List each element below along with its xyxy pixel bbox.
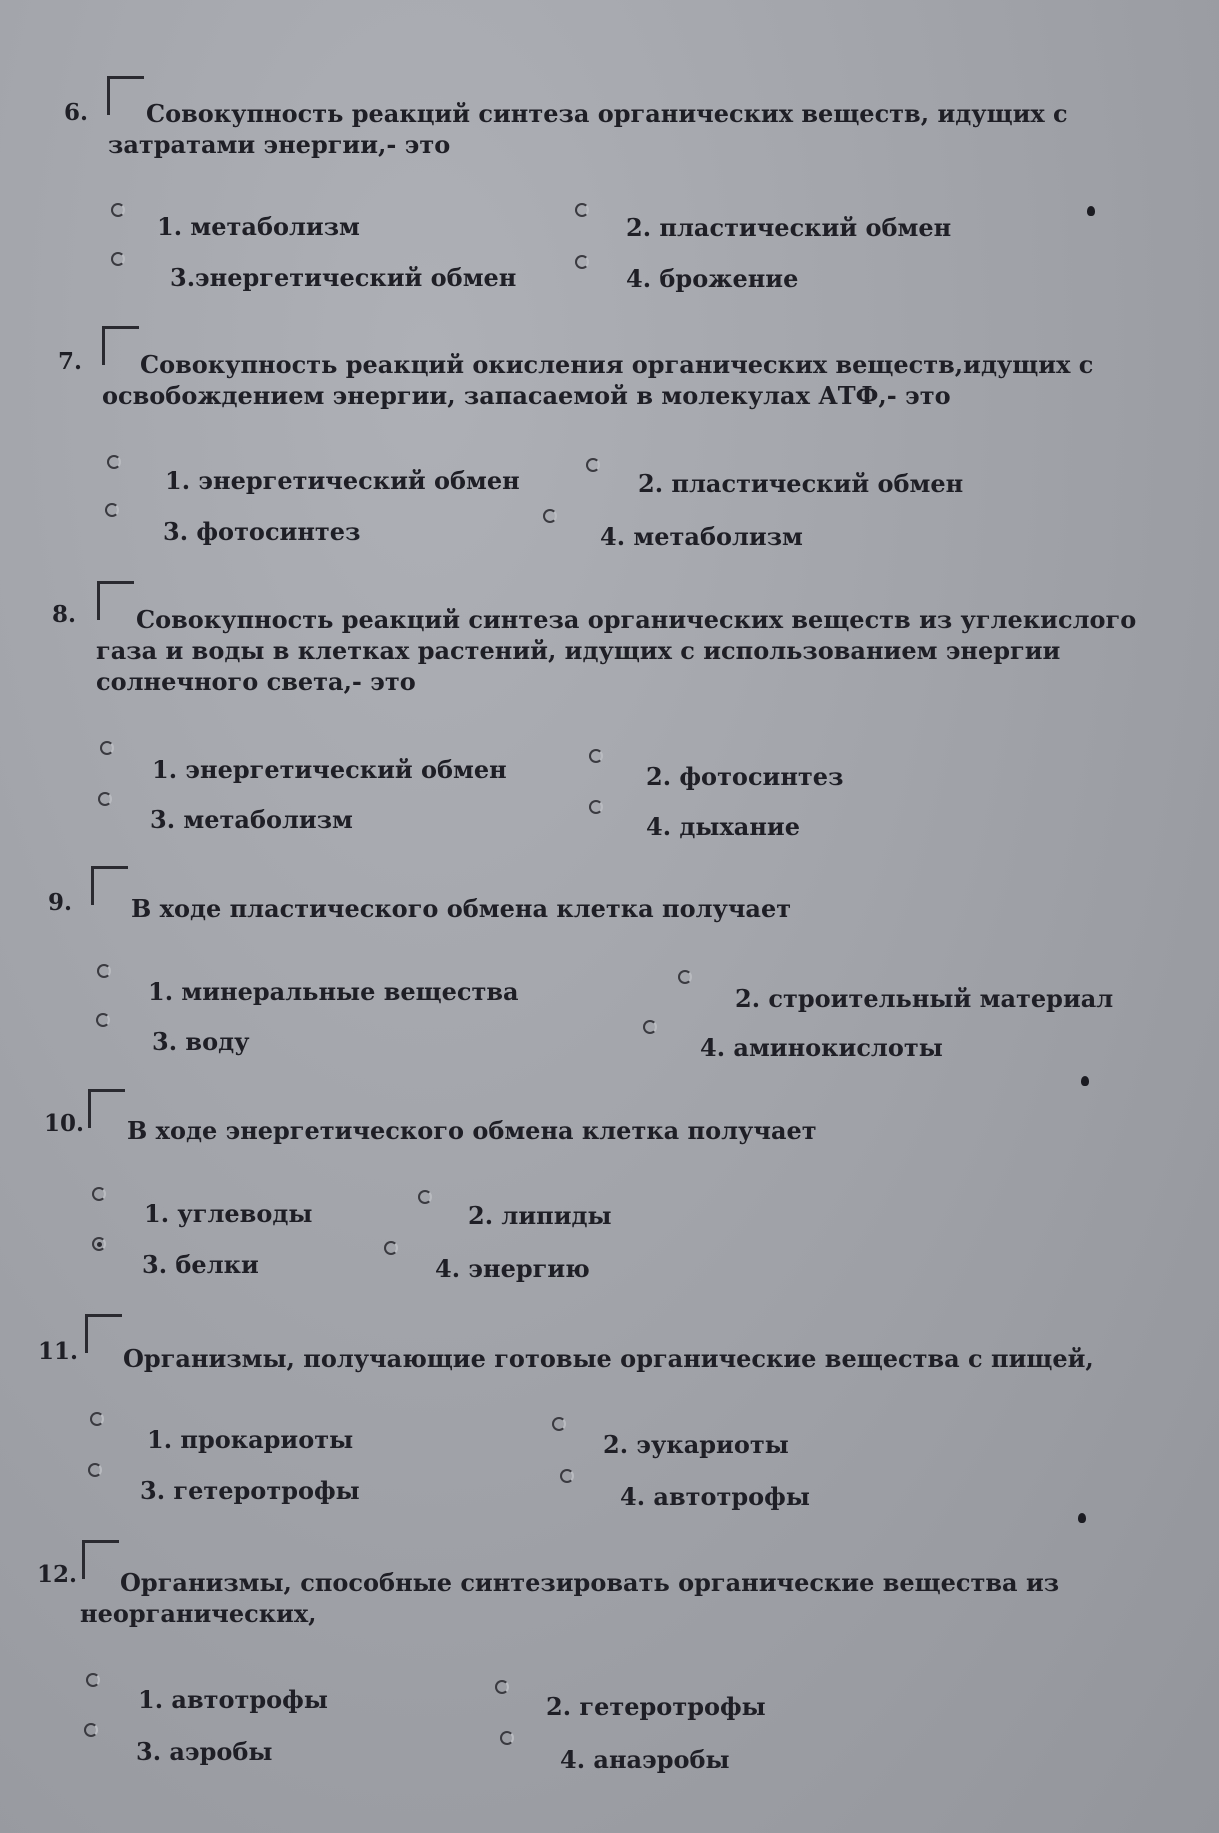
option-label-2: 2. фотосинтез xyxy=(646,762,844,791)
question-text: Совокупность реакций окисления органических веществ,идущих с освобождением энергии, запасаемой в молекулах АТФ,- это xyxy=(102,350,1094,410)
option-radio-3[interactable] xyxy=(92,1237,106,1251)
option-label-4: 4. энергию xyxy=(435,1254,590,1283)
question-checkbox[interactable] xyxy=(88,1089,125,1128)
option-label-3: 3.энергетический обмен xyxy=(170,263,517,292)
option-radio-3[interactable] xyxy=(105,503,119,517)
question-checkbox[interactable] xyxy=(85,1314,122,1353)
option-label-2: 2. эукариоты xyxy=(603,1430,789,1459)
option-radio-1[interactable] xyxy=(90,1412,104,1426)
option-radio-2[interactable] xyxy=(575,203,589,217)
question-text: Совокупность реакций синтеза органических веществ из углекислого газа и воды в клетках растений, идущих с использованием энергии солнечного света,- это xyxy=(96,605,1137,696)
option-label-1: 1. минеральные вещества xyxy=(148,977,519,1006)
option-radio-4[interactable] xyxy=(543,509,557,523)
ink-spot xyxy=(1087,206,1095,216)
option-radio-3[interactable] xyxy=(98,792,112,806)
option-radio-1[interactable] xyxy=(92,1187,106,1201)
option-label-4: 4. дыхание xyxy=(646,812,800,841)
option-radio-2[interactable] xyxy=(552,1417,566,1431)
option-label-1: 1. автотрофы xyxy=(138,1685,328,1714)
option-label-3: 3. фотосинтез xyxy=(163,517,361,546)
ink-spot xyxy=(1081,1076,1089,1086)
option-radio-4[interactable] xyxy=(643,1020,657,1034)
question-text: Совокупность реакций синтеза органических веществ, идущих с затратами энергии,- это xyxy=(108,99,1068,159)
option-label-1: 1. метаболизм xyxy=(157,212,360,241)
question-text: Организмы, способные синтезировать органические вещества из неорганических, xyxy=(80,1568,1060,1628)
option-radio-1[interactable] xyxy=(86,1673,100,1687)
question-number: 7. xyxy=(58,348,83,375)
option-radio-1[interactable] xyxy=(100,741,114,755)
option-label-1: 1. энергетический обмен xyxy=(152,755,507,784)
option-label-4: 4. метаболизм xyxy=(600,522,803,551)
option-label-3: 3. белки xyxy=(142,1250,259,1279)
option-radio-3[interactable] xyxy=(96,1013,110,1027)
question-checkbox[interactable] xyxy=(91,866,128,905)
option-label-4: 4. аминокислоты xyxy=(700,1033,943,1062)
option-label-1: 1. углеводы xyxy=(144,1199,313,1228)
option-label-1: 1. прокариоты xyxy=(147,1425,354,1454)
option-radio-2[interactable] xyxy=(586,458,600,472)
option-radio-3[interactable] xyxy=(111,252,125,266)
option-label-2: 2. пластический обмен xyxy=(626,213,952,242)
question-number: 9. xyxy=(48,889,73,916)
option-label-3: 3. аэробы xyxy=(136,1737,273,1766)
option-radio-1[interactable] xyxy=(107,455,121,469)
option-radio-4[interactable] xyxy=(560,1469,574,1483)
option-radio-2[interactable] xyxy=(495,1680,509,1694)
question-number: 10. xyxy=(44,1110,85,1137)
option-label-2: 2. пластический обмен xyxy=(638,469,964,498)
option-label-2: 2. строительный материал xyxy=(735,984,1114,1013)
option-label-3: 3. метаболизм xyxy=(150,805,353,834)
option-label-3: 3. гетеротрофы xyxy=(140,1476,360,1505)
option-label-4: 4. автотрофы xyxy=(620,1482,810,1511)
option-radio-4[interactable] xyxy=(384,1241,398,1255)
option-radio-2[interactable] xyxy=(678,970,692,984)
option-label-4: 4. анаэробы xyxy=(560,1745,730,1774)
option-radio-3[interactable] xyxy=(84,1723,98,1737)
question-number: 12. xyxy=(37,1561,78,1588)
option-label-1: 1. энергетический обмен xyxy=(165,466,520,495)
option-radio-2[interactable] xyxy=(589,749,603,763)
question-text: В ходе пластического обмена клетка получает xyxy=(131,894,792,923)
question-number: 6. xyxy=(64,99,89,126)
option-label-2: 2. липиды xyxy=(468,1201,612,1230)
question-text: В ходе энергетического обмена клетка получает xyxy=(127,1116,817,1145)
option-radio-4[interactable] xyxy=(575,255,589,269)
option-label-2: 2. гетеротрофы xyxy=(546,1692,766,1721)
option-label-3: 3. воду xyxy=(152,1027,250,1056)
option-radio-1[interactable] xyxy=(111,203,125,217)
ink-spot xyxy=(1078,1513,1086,1523)
option-radio-1[interactable] xyxy=(97,964,111,978)
option-radio-3[interactable] xyxy=(88,1463,102,1477)
option-radio-2[interactable] xyxy=(418,1190,432,1204)
option-radio-4[interactable] xyxy=(589,800,603,814)
question-text: Организмы, получающие готовые органические вещества с пищей, xyxy=(123,1344,1094,1373)
question-number: 8. xyxy=(52,601,77,628)
option-label-4: 4. брожение xyxy=(626,264,799,293)
option-radio-4[interactable] xyxy=(500,1731,514,1745)
question-number: 11. xyxy=(38,1338,79,1365)
